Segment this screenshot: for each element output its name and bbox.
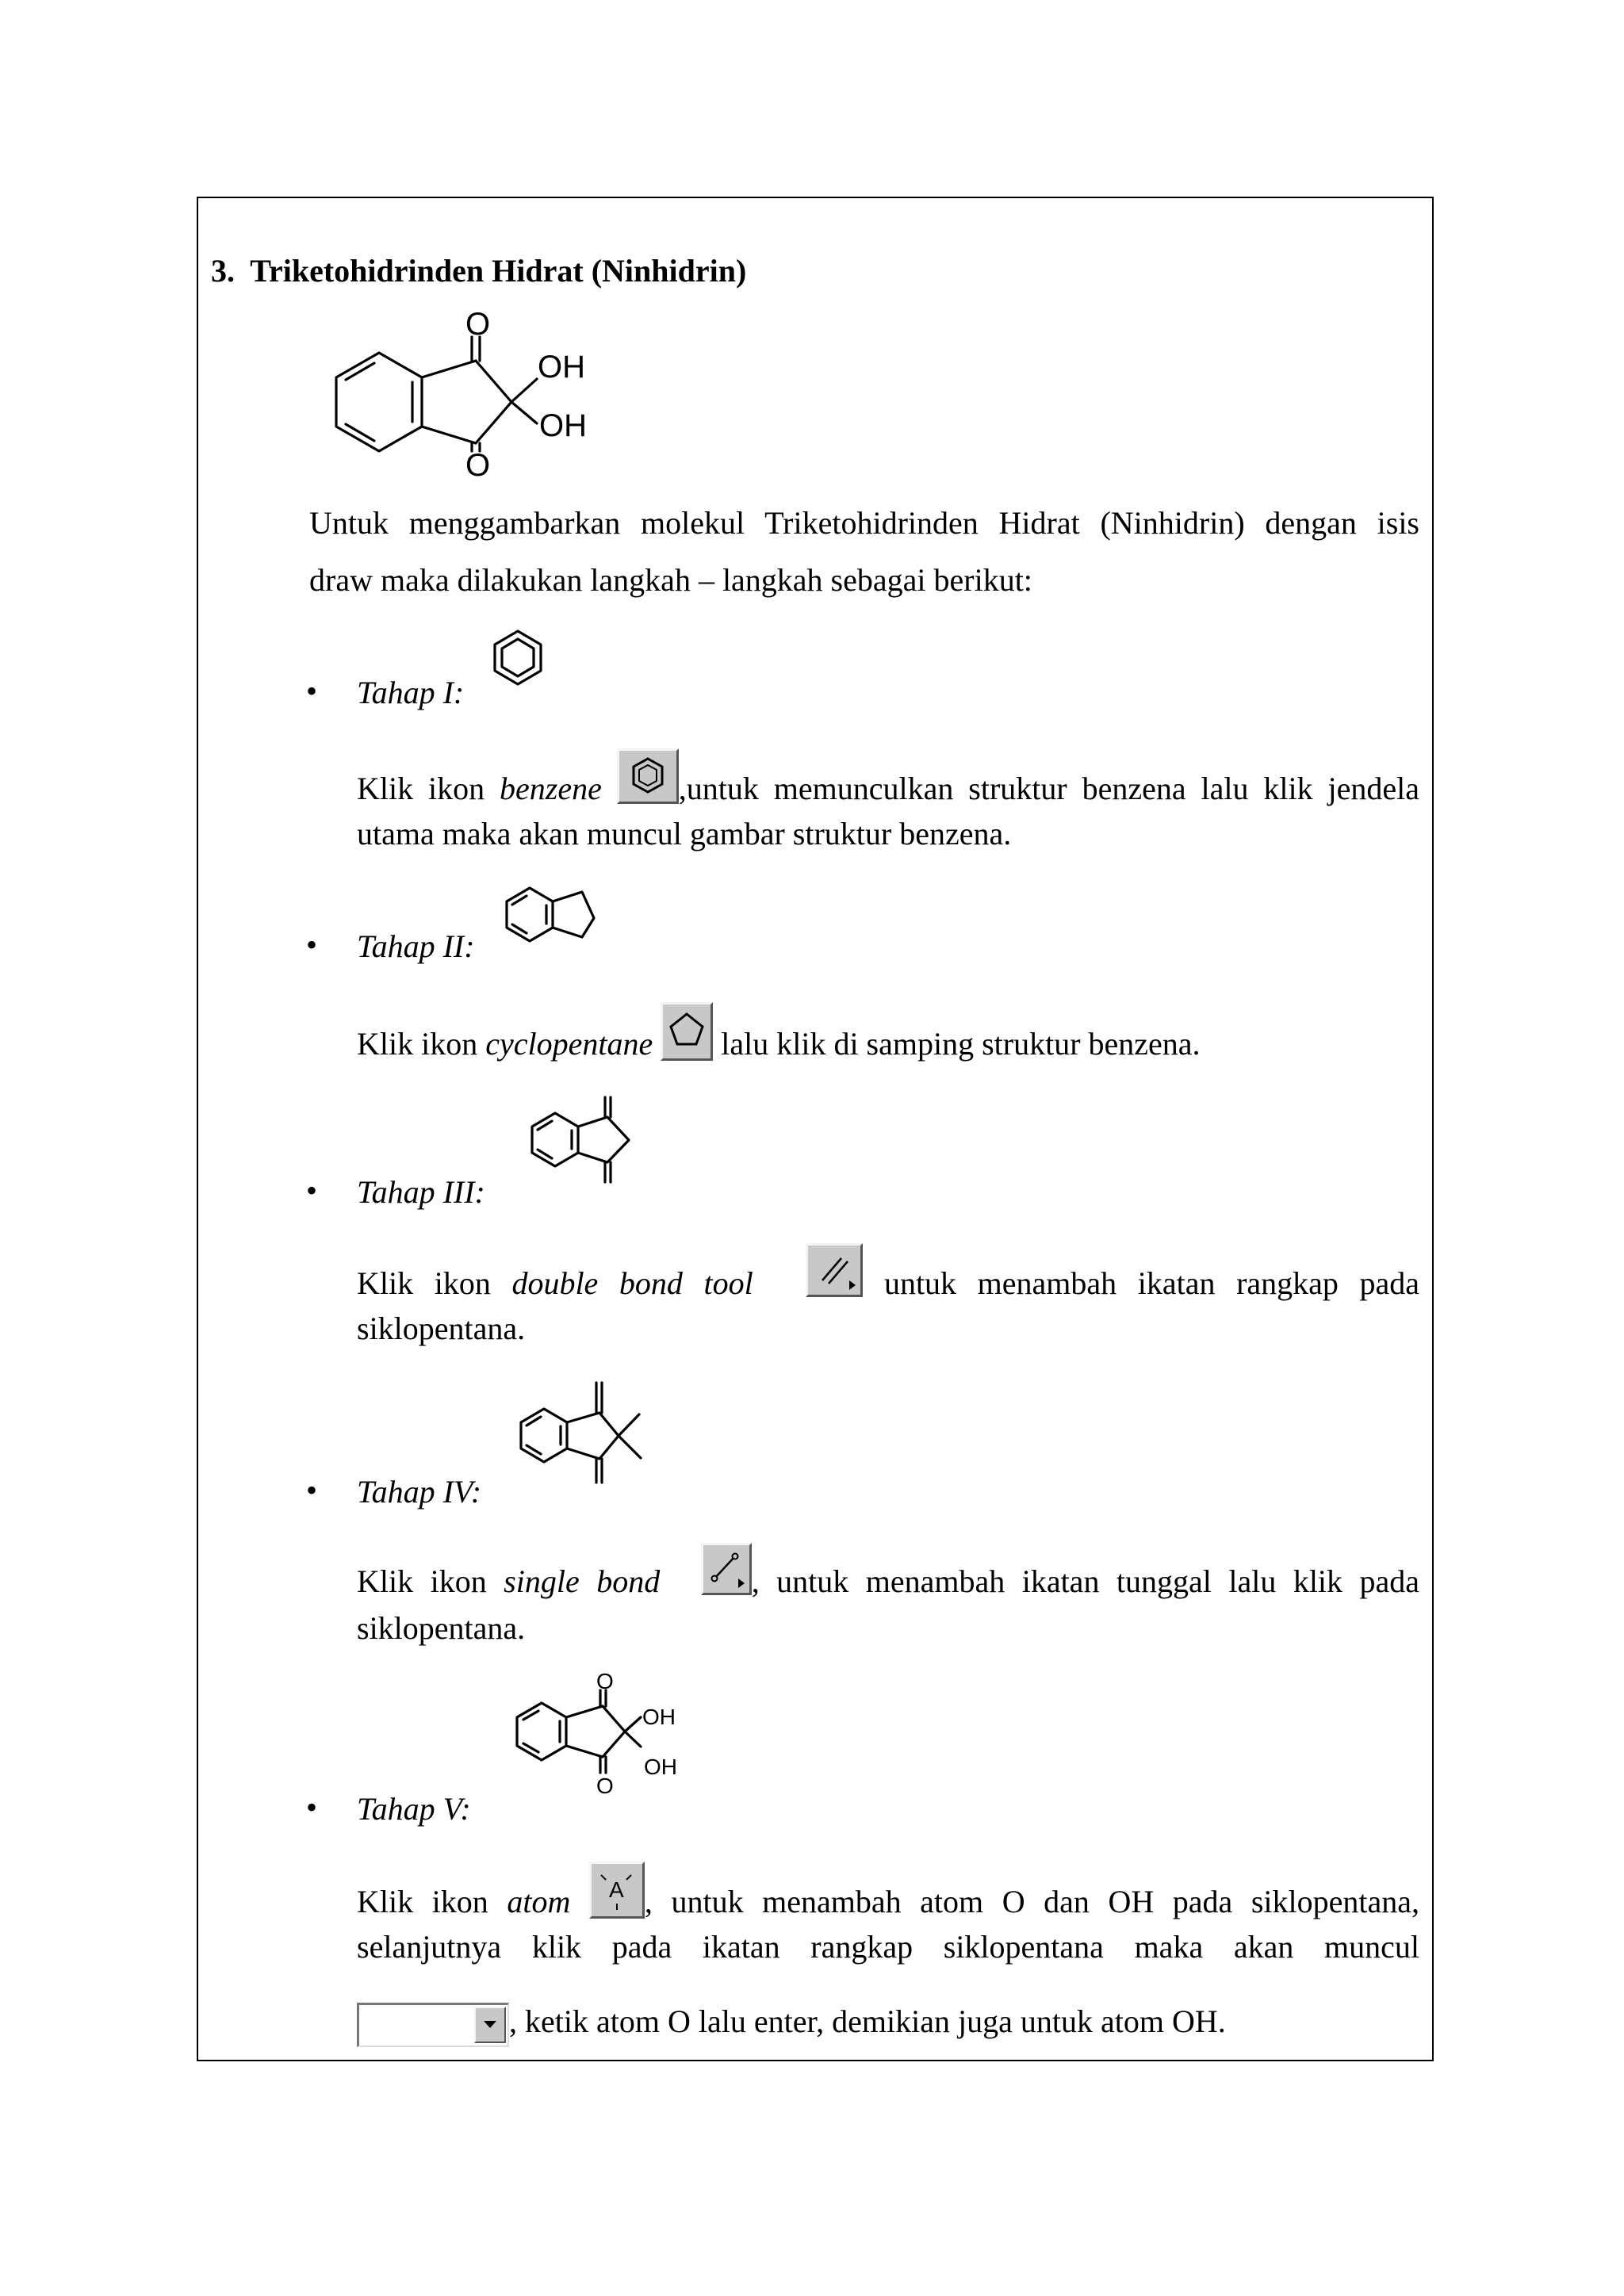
- step5-prefix: Klik ikon: [357, 1884, 508, 1919]
- section-heading: [211, 252, 746, 289]
- step1-suffix: ,untuk memunculkan struktur benzena lalu klik jendela: [678, 771, 1420, 806]
- step3-indanedione-skeleton: [515, 1094, 634, 1189]
- step2-instruction: [357, 1002, 1419, 1073]
- step5-ninhydrin-structure: [500, 1671, 682, 1806]
- atom-dropdown[interactable]: [357, 2003, 509, 2047]
- carbonyl-o-top-label: O: [465, 307, 491, 342]
- section-number: 3.: [211, 253, 235, 289]
- step1-prefix: Klik ikon: [357, 771, 500, 806]
- step1-instruction-line-2: utama maka akan muncul gambar struktur benzena.: [357, 816, 1012, 851]
- step5-oh-bottom-label: OH: [644, 1755, 677, 1779]
- step2-indane-structure: [500, 880, 603, 943]
- step3-title: Tahap III:: [357, 1174, 485, 1210]
- step5-suffix: , untuk menambah atom O dan OH pada siklopentana,: [644, 1884, 1420, 1919]
- double-bond-icon[interactable]: [806, 1243, 863, 1297]
- atom-icon[interactable]: [589, 1862, 645, 1919]
- step3-prefix: Klik ikon: [357, 1265, 512, 1301]
- step1-title: Tahap I:: [357, 675, 465, 710]
- step3-bullet: •: [306, 1173, 318, 1208]
- step5-o-top-label: O: [596, 1669, 614, 1693]
- step5-bullet: •: [306, 1789, 318, 1825]
- step4-title: Tahap IV:: [357, 1474, 482, 1510]
- step5-instruction-line-2: selanjutnya klik pada ikatan rangkap siklopentana maka akan muncul: [357, 1929, 1419, 1965]
- step1-tool-name: benzene: [500, 771, 602, 806]
- step3-suffix: untuk menambah ikatan rangkap pada: [863, 1265, 1420, 1301]
- step5-tool-name: atom: [507, 1884, 571, 1919]
- section-title: Triketohidrinden Hidrat (Ninhidrin): [250, 253, 747, 289]
- chevron-down-icon[interactable]: [474, 2007, 506, 2043]
- step2-title: Tahap II:: [357, 928, 475, 964]
- step4-structure: [508, 1378, 650, 1489]
- step1-benzene-structure: [490, 626, 546, 690]
- step5-oh-top-label: OH: [642, 1705, 676, 1729]
- carbonyl-o-bottom-label: O: [465, 448, 491, 483]
- step4-prefix: Klik ikon: [357, 1563, 504, 1599]
- intro-line-1: Untuk menggambarkan molekul Triketohidrinden Hidrat (Ninhidrin) dengan isis: [309, 505, 1419, 541]
- step3-instruction-line-2: siklopentana.: [357, 1311, 526, 1346]
- step5-o-bottom-label: O: [596, 1774, 614, 1798]
- step4-instruction-line-2: siklopentana.: [357, 1610, 526, 1646]
- step5-title: Tahap V:: [357, 1791, 471, 1827]
- ninhydrin-structure: [317, 309, 603, 484]
- single-bond-icon[interactable]: [701, 1543, 752, 1595]
- step2-tool-name: cyclopentane: [485, 1026, 653, 1062]
- benzene-icon[interactable]: [617, 748, 679, 804]
- cyclopentane-icon[interactable]: [661, 1002, 713, 1061]
- step4-suffix: , untuk menambah ikatan tunggal lalu klik pada: [751, 1563, 1420, 1599]
- step4-tool-name: single bond: [504, 1563, 661, 1599]
- step2-prefix: Klik ikon: [357, 1026, 486, 1062]
- hydroxyl-bottom-label: OH: [539, 408, 587, 443]
- step2-suffix: lalu klik di samping struktur benzena.: [713, 1026, 1201, 1062]
- step3-tool-name: double bond tool: [511, 1265, 753, 1301]
- step1-bullet: •: [306, 673, 318, 709]
- step2-bullet: •: [306, 927, 318, 962]
- step5-line3-text: , ketik atom O lalu enter, demikian juga untuk atom OH.: [509, 2003, 1226, 2039]
- step5-instruction-line-3: [357, 1993, 1419, 2050]
- atom-icon-glyph: A: [608, 1877, 624, 1902]
- step4-bullet: •: [306, 1472, 318, 1508]
- hydroxyl-top-label: OH: [538, 350, 585, 385]
- intro-line-2: draw maka dilakukan langkah – langkah sebagai berikut:: [309, 562, 1032, 598]
